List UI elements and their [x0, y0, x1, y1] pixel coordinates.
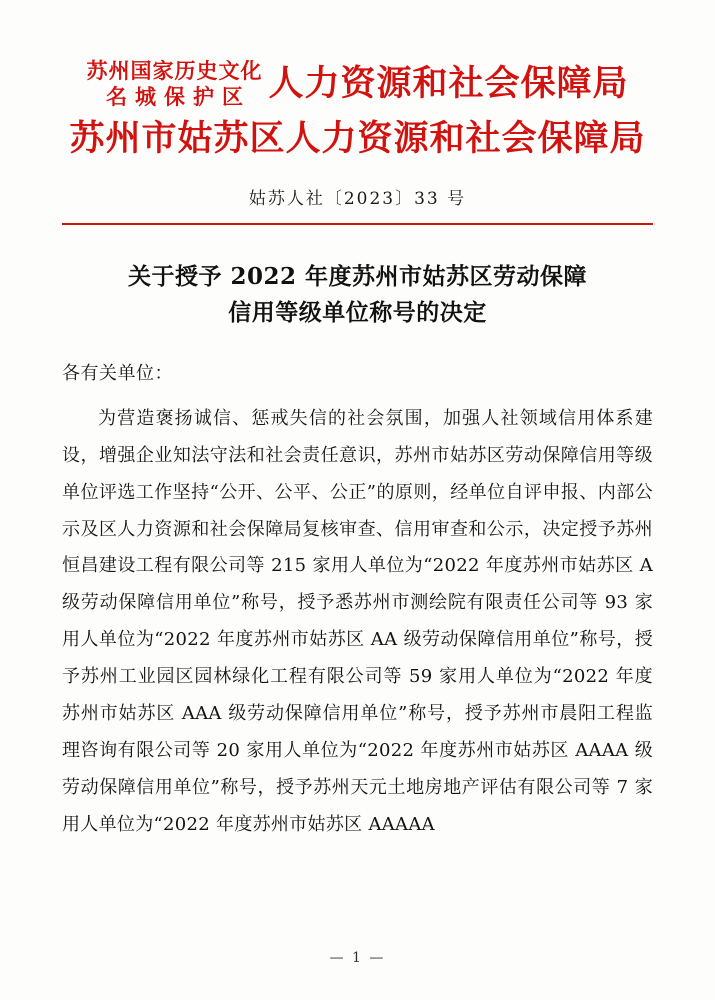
agency-name-second-line: 苏州市姑苏区人力资源和社会保障局	[69, 118, 646, 160]
body-paragraph: 为营造褒扬诚信、惩戒失信的社会氛围，加强人社领域信用体系建设，增强企业知法守法和社会责任意识，苏州市姑苏区劳动保障信用等级单位评选工作坚持“公开、公平、公正”的原则，经单位自评申报、内部公示及区人力资源和社会保障局复核审查、信用审查和公示，决定授予苏州恒昌建设工程有限公司等 215 家用人单位为“2022 年度苏州市姑苏区 A 级劳动保障信用单位”称号，授予悉苏州市测绘院有限责任公司等 93 家用人单位为“2022 年度苏州市姑苏区 AA 级劳动保障信用单位”称号，授予苏州工业园区园林绿化工程有限公司等 59 家用人单位为“2022 年度苏州市姑苏区 AAA 级劳动保障信用单位”称号，授予苏州市晨阳工程监理咨询有限公司等 20 家用人单位为“2022 年度苏州市姑苏区 AAAA 级劳动保障信用单位”称号，授予苏州天元土地房地产评估有限公司等 7 家用人单位为“2022 年度苏州市姑苏区 AAAAA	[62, 407, 653, 835]
agency-left-line-1: 苏州国家历史文化	[86, 58, 263, 83]
page-number-footer: — 1 —	[329, 950, 386, 966]
document-title	[62, 259, 653, 330]
agency-name-left	[86, 58, 262, 111]
document-number: 姑苏人社〔2023〕33 号	[248, 189, 467, 210]
document-title-line-2: 信用等级单位称号的决定	[228, 299, 487, 327]
agency-left-line-2: 名城保护区	[105, 83, 251, 109]
salutation: 各有关单位：	[62, 362, 173, 384]
red-divider-rule	[62, 223, 653, 225]
agency-name-right: 人力资源和社会保障局	[268, 63, 629, 105]
document-title-line-1: 关于授予 2022 年度苏州市姑苏区劳动保障	[127, 263, 588, 291]
letterhead	[62, 0, 653, 158]
letterhead-line-1	[62, 58, 653, 111]
